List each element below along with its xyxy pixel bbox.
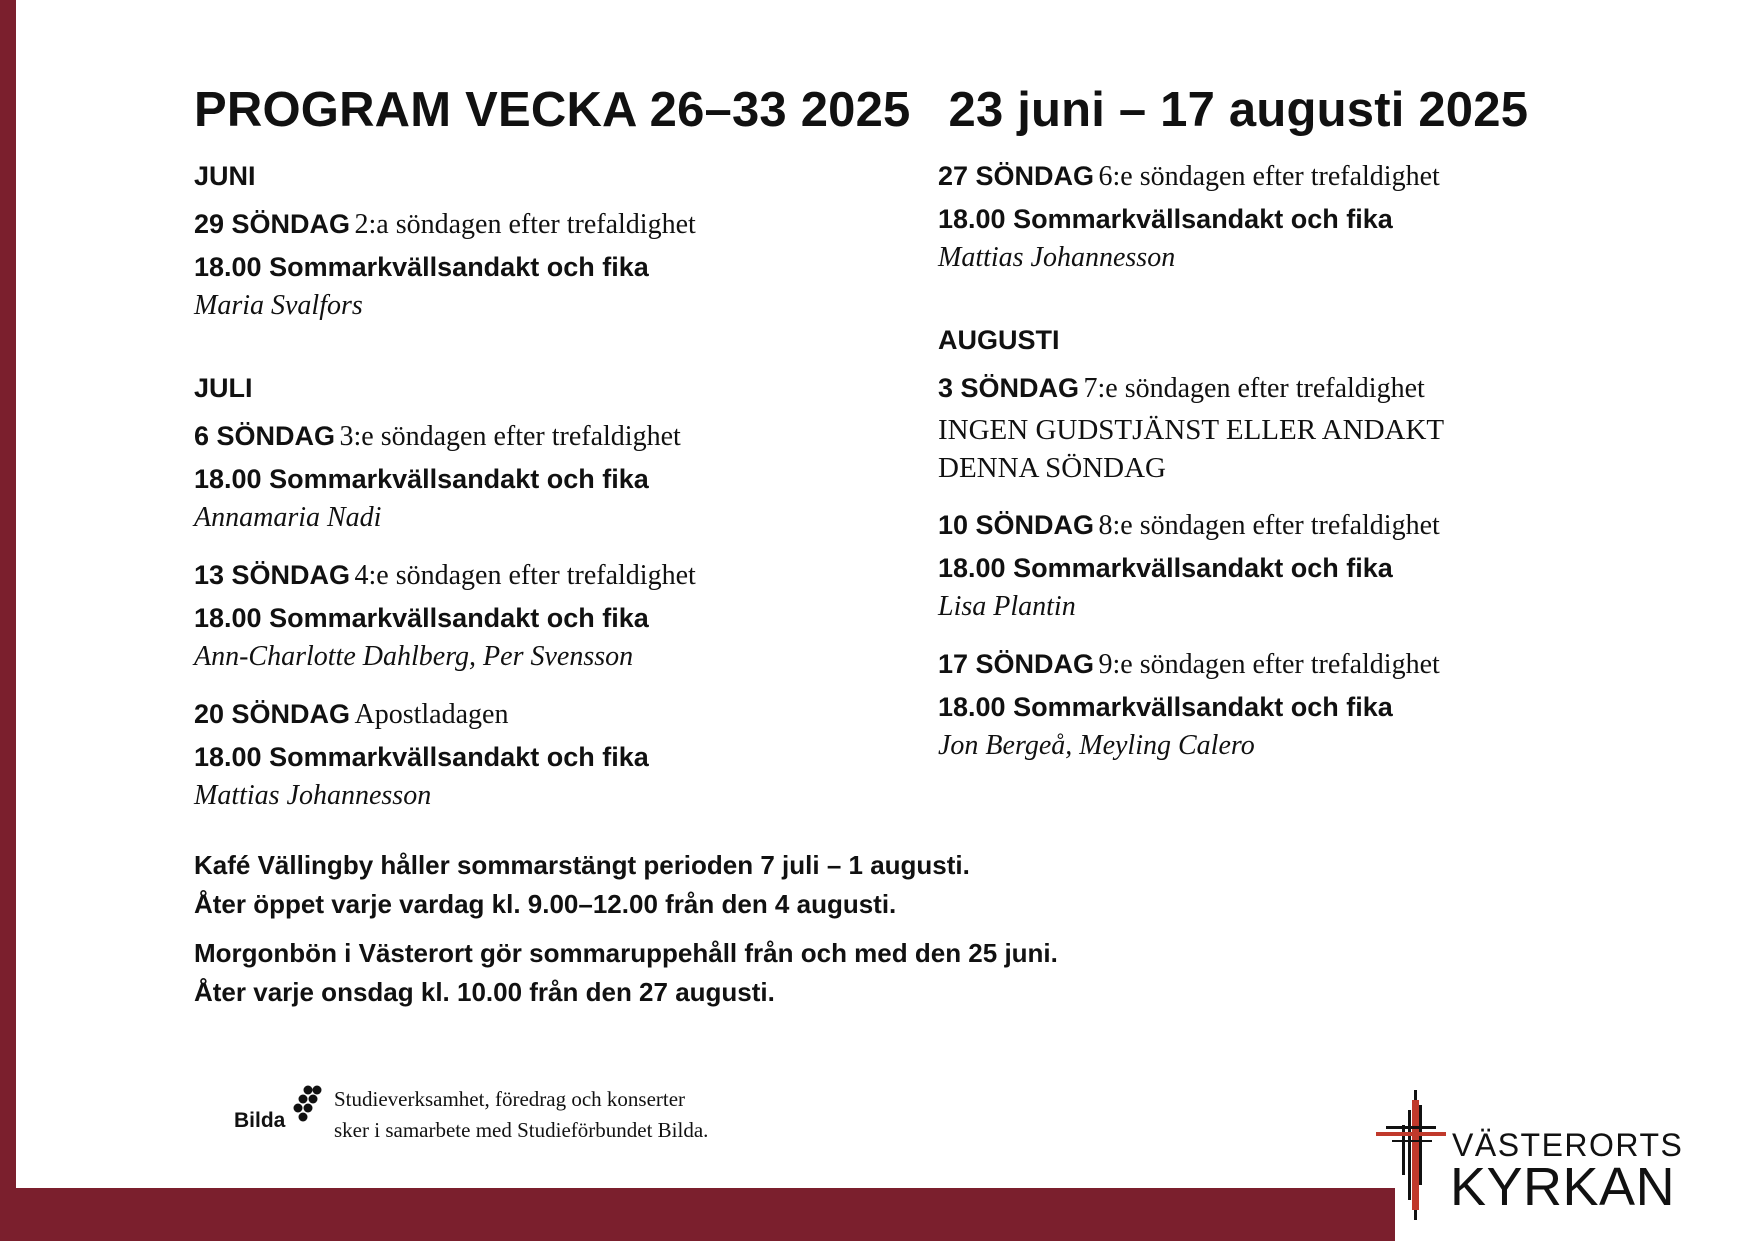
bottom-accent-bar [0, 1188, 1395, 1241]
no-service-notice-line2: DENNA SÖNDAG [938, 452, 1166, 484]
left-accent-bar [0, 0, 16, 1241]
entry-date: 17 SÖNDAG [938, 649, 1095, 679]
schedule-entry [938, 370, 1598, 487]
entry-description: 6:e söndagen efter trefaldighet [1098, 161, 1440, 192]
entry-event: 18.00 Sommarkvällsandakt och fika [194, 742, 649, 772]
bilda-logo-text: Bilda [234, 1109, 286, 1132]
page-title [194, 82, 1528, 138]
entry-description: Apostladagen [354, 699, 509, 730]
month-heading-juni: JUNI [194, 161, 256, 191]
bilda-logo [234, 1084, 324, 1134]
month-heading-juli: JULI [194, 373, 253, 403]
cafe-notice-line1: Kafé Vällingby håller sommarstängt perioden 7 juli – 1 augusti. [194, 850, 970, 880]
entry-event: 18.00 Sommarkvällsandakt och fika [194, 464, 649, 494]
cross-logo-icon [1372, 1080, 1452, 1240]
entry-event: 18.00 Sommarkvällsandakt och fika [194, 603, 649, 633]
logo-text-vasterorts: VÄSTERORTS [1452, 1127, 1684, 1163]
no-service-notice-line1: INGEN GUDSTJÄNST ELLER ANDAKT [938, 414, 1445, 446]
entry-event: 18.00 Sommarkvällsandakt och fika [938, 204, 1393, 234]
entry-date: 29 SÖNDAG [194, 209, 351, 239]
schedule-entry [938, 158, 1598, 277]
schedule-entry [938, 507, 1598, 626]
day-line [194, 696, 894, 737]
entry-description: 9:e söndagen efter trefaldighet [1098, 649, 1440, 680]
day-line [938, 507, 1598, 548]
entry-person: Mattias Johannesson [194, 780, 432, 811]
day-line [194, 418, 894, 459]
day-line [938, 158, 1598, 199]
entry-date: 3 SÖNDAG [938, 373, 1080, 403]
title-program-weeks: PROGRAM VECKA 26–33 2025 [194, 83, 911, 137]
day-line [938, 370, 1598, 411]
entry-event: 18.00 Sommarkvällsandakt och fika [938, 553, 1393, 583]
entry-date: 27 SÖNDAG [938, 161, 1095, 191]
month-heading-augusti: AUGUSTI [938, 325, 1060, 355]
morning-prayer-notice [194, 934, 1444, 1012]
entry-description: 2:a söndagen efter trefaldighet [354, 209, 696, 240]
cafe-notice [194, 846, 1444, 924]
entry-description: 7:e söndagen efter trefaldighet [1083, 373, 1425, 404]
morning-notice-line1: Morgonbön i Västerort gör sommaruppehåll från och med den 25 juni. [194, 938, 1058, 968]
entry-event: 18.00 Sommarkvällsandakt och fika [194, 252, 649, 282]
bilda-dots-icon [292, 1084, 324, 1124]
entry-date: 20 SÖNDAG [194, 699, 351, 729]
entry-date: 13 SÖNDAG [194, 560, 351, 590]
schedule-right-column [938, 158, 1598, 765]
entry-person: Jon Bergeå, Meyling Calero [938, 730, 1255, 761]
entry-date: 10 SÖNDAG [938, 510, 1095, 540]
schedule-entry [194, 557, 894, 676]
entry-description: 3:e söndagen efter trefaldighet [339, 421, 681, 452]
day-line [194, 206, 894, 247]
morning-notice-line2: Åter varje onsdag kl. 10.00 från den 27 augusti. [194, 977, 775, 1007]
cafe-notice-line2: Åter öppet varje vardag kl. 9.00–12.00 från den 4 augusti. [194, 889, 897, 919]
info-section [194, 846, 1444, 1022]
entry-person: Maria Svalfors [194, 290, 363, 321]
entry-date: 6 SÖNDAG [194, 421, 336, 451]
schedule-entry [194, 418, 894, 537]
entry-person: Ann-Charlotte Dahlberg, Per Svensson [194, 641, 634, 672]
vasterorts-kyrkan-logo [1372, 1080, 1702, 1240]
bilda-cooperation-text [334, 1084, 814, 1146]
schedule-left-column [194, 158, 894, 815]
entry-person: Lisa Plantin [938, 591, 1076, 622]
entry-description: 8:e söndagen efter trefaldighet [1098, 510, 1440, 541]
schedule-entry [194, 696, 894, 815]
entry-description: 4:e söndagen efter trefaldighet [354, 560, 696, 591]
day-line [938, 646, 1598, 687]
bilda-text-line1: Studieverksamhet, föredrag och konserter [334, 1087, 686, 1111]
title-date-range: 23 juni – 17 augusti 2025 [948, 83, 1529, 137]
entry-person: Mattias Johannesson [938, 242, 1176, 273]
logo-text-kyrkan: KYRKAN [1450, 1157, 1676, 1217]
schedule-entry [938, 646, 1598, 765]
bilda-text-line2: sker i samarbete med Studieförbundet Bilda. [334, 1118, 709, 1142]
schedule-entry [194, 206, 894, 325]
entry-person: Annamaria Nadi [194, 502, 382, 533]
entry-event: 18.00 Sommarkvällsandakt och fika [938, 692, 1393, 722]
day-line [194, 557, 894, 598]
